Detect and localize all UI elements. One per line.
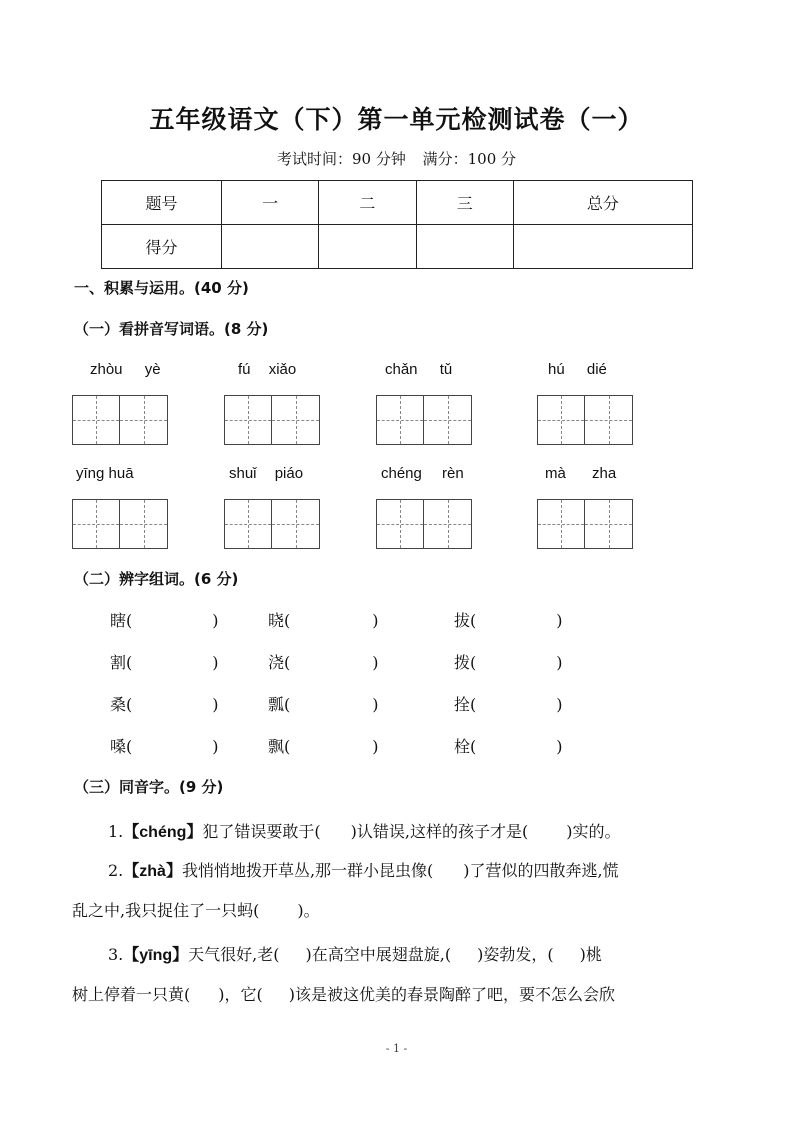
char-prompt: 拨(: [454, 653, 477, 672]
pinyin-item: [76, 465, 134, 482]
paren-close: ): [212, 611, 219, 630]
question-text: )该是被这优美的春景陶醉了吧，要不怎么会欣: [288, 985, 615, 1004]
paren-close: ): [212, 653, 219, 672]
word-group-item[interactable]: [454, 734, 563, 757]
writing-grid[interactable]: [72, 499, 168, 549]
pinyin-syllable: hú: [548, 361, 565, 378]
question-text: )桃: [579, 945, 602, 964]
score-cell[interactable]: [319, 225, 416, 269]
char-prompt: 瓢(: [268, 695, 291, 714]
pinyin-syllable: yīng huā: [76, 465, 134, 482]
writing-grid[interactable]: [537, 499, 633, 549]
question-text: 我悄悄地拨开草丛,那一群小昆虫像(: [181, 861, 434, 880]
question-2: [108, 858, 619, 881]
word-group-item[interactable]: [268, 650, 379, 673]
pinyin-hint: 【chéng】: [123, 824, 203, 841]
pinyin-item: [381, 465, 464, 482]
writing-grid[interactable]: [537, 395, 633, 445]
pinyin-item: [385, 361, 452, 378]
question-3: [108, 942, 602, 965]
char-prompt: 拴(: [454, 695, 477, 714]
pinyin-syllable: dié: [586, 361, 607, 378]
paren-close: ): [556, 737, 563, 756]
question-text: 树上停着一只黄(: [72, 985, 191, 1004]
section1-title: 一、积累与运用。(40 分): [74, 279, 249, 297]
pinyin-syllable: tǔ: [439, 361, 453, 378]
paren-close: ): [556, 611, 563, 630]
writing-grid[interactable]: [376, 395, 472, 445]
header-cell: 二: [319, 181, 416, 225]
header-cell: 三: [416, 181, 513, 225]
question-2-cont: [72, 898, 320, 921]
score-table-row: [102, 225, 693, 269]
exam-time: 考试时间：90 分钟: [276, 150, 406, 168]
pinyin-syllable: piáo: [274, 465, 304, 482]
char-prompt: 瞎(: [110, 611, 133, 630]
word-group-item[interactable]: [268, 734, 379, 757]
paren-close: ): [372, 695, 379, 714]
score-table-header: [102, 181, 693, 225]
word-group-item[interactable]: [454, 692, 563, 715]
pinyin-item: [548, 361, 607, 378]
paren-close: ): [212, 695, 219, 714]
question-text: 乱之中,我只捉住了一只蚂(: [72, 901, 260, 920]
question-text: )，它(: [218, 985, 263, 1004]
score-table: [101, 180, 693, 269]
score-cell[interactable]: [513, 225, 692, 269]
question-3-cont: [72, 982, 615, 1005]
pinyin-item: [545, 465, 616, 482]
writing-grid[interactable]: [376, 499, 472, 549]
exam-full-score: 满分：100 分: [422, 150, 517, 168]
word-group-item[interactable]: [454, 650, 563, 673]
char-prompt: 晓(: [268, 611, 291, 630]
question-text: 犯了错误要敢于(: [202, 822, 321, 841]
question-text: )。: [297, 901, 320, 920]
paren-close: ): [556, 695, 563, 714]
score-cell[interactable]: [416, 225, 513, 269]
char-prompt: 栓(: [454, 737, 477, 756]
header-cell: 一: [222, 181, 319, 225]
char-prompt: 浇(: [268, 653, 291, 672]
pinyin-hint: 【yīng】: [123, 947, 189, 964]
pinyin-syllable: fú: [238, 361, 251, 378]
char-prompt: 飘(: [268, 737, 291, 756]
pinyin-syllable: yè: [144, 361, 161, 378]
paren-close: ): [372, 737, 379, 756]
header-cell: 总分: [513, 181, 692, 225]
pinyin-syllable: shuǐ: [229, 465, 257, 482]
question-number: 2.: [108, 861, 124, 880]
question-number: 3.: [108, 945, 124, 964]
pinyin-syllable: mà: [545, 465, 566, 482]
pinyin-syllable: zhòu: [90, 361, 123, 378]
part2-title: （二）辨字组词。(6 分): [74, 570, 239, 588]
pinyin-syllable: rèn: [442, 465, 464, 482]
char-prompt: 嗓(: [110, 737, 133, 756]
paren-close: ): [556, 653, 563, 672]
page-title: 五年级语文（下）第一单元检测试卷（一）: [149, 105, 644, 134]
question-text: )在高空中展翅盘旋,(: [305, 945, 452, 964]
row-label: 得分: [102, 225, 222, 269]
question-text: )认错误,这样的孩子才是(: [350, 822, 529, 841]
writing-grid[interactable]: [72, 395, 168, 445]
word-group-item[interactable]: [110, 734, 219, 757]
header-cell: 题号: [102, 181, 222, 225]
char-prompt: 桑(: [110, 695, 133, 714]
pinyin-syllable: xiǎo: [268, 361, 297, 378]
pinyin-syllable: zha: [592, 465, 617, 482]
pinyin-syllable: chéng: [381, 465, 422, 482]
pinyin-item: [229, 465, 303, 482]
exam-info: [0, 148, 793, 169]
page-number: - 1 -: [385, 1042, 408, 1055]
question-text: )姿勃发，(: [477, 945, 554, 964]
word-group-item[interactable]: [454, 608, 563, 631]
writing-grid[interactable]: [224, 395, 320, 445]
paren-close: ): [212, 737, 219, 756]
paren-close: ): [372, 653, 379, 672]
word-group-item[interactable]: [110, 692, 219, 715]
word-group-item[interactable]: [268, 692, 379, 715]
word-group-item[interactable]: [110, 608, 219, 631]
question-1: [108, 819, 620, 842]
question-text: )实的。: [566, 822, 621, 841]
score-cell[interactable]: [222, 225, 319, 269]
char-prompt: 割(: [110, 653, 133, 672]
pinyin-hint: 【zhà】: [123, 863, 182, 880]
pinyin-syllable: chǎn: [385, 361, 418, 378]
part3-title: （三）同音字。(9 分): [74, 778, 224, 796]
pinyin-item: [238, 361, 296, 378]
question-number: 1.: [108, 822, 124, 841]
word-group-item[interactable]: [268, 608, 379, 631]
question-text: 天气很好,老(: [188, 945, 280, 964]
pinyin-item: [90, 361, 161, 378]
paren-close: ): [372, 611, 379, 630]
question-text: )了营似的四散奔逃,慌: [463, 861, 619, 880]
word-group-item[interactable]: [110, 650, 219, 673]
writing-grid[interactable]: [224, 499, 320, 549]
part1-title: （一）看拼音写词语。(8 分): [74, 320, 269, 338]
char-prompt: 拔(: [454, 611, 477, 630]
